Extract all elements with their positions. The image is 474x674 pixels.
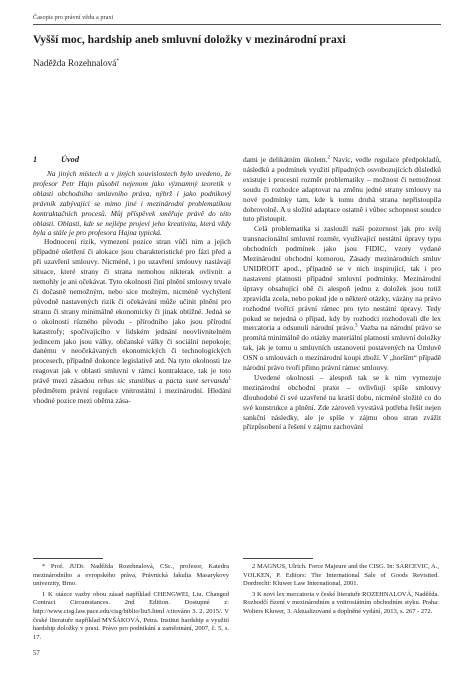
page-number: 57 xyxy=(33,650,40,657)
footnotes-left xyxy=(33,563,229,644)
body-paragraph xyxy=(243,155,441,224)
footnote: 2 MAGNUS, Ulrich. Force Majeure and the CISG. In: SARCEVIC, A., VOLKEN, P. Editors: The International Sale of Goods Revisited. Dordrecht: Kluwer Law International, 2001. xyxy=(243,563,439,588)
author-line xyxy=(33,58,119,69)
section-heading xyxy=(33,155,79,164)
author-footnote-mark: * xyxy=(116,58,120,64)
footnote-divider xyxy=(33,558,103,559)
paragraph-italic-text: rebus sic stantibus a pacta sunt servanda xyxy=(97,376,229,386)
left-column-body xyxy=(33,237,231,406)
footnote: 3 K novi lex mercatoria v české literatuře ROZEHNALOVÁ, Naděžda. Rozhodčí řízení v mezinárodním a vnitrostátním obchodním styku. Praha: Wolters Kluwer, 3. Aktualizované a doplněné vydání, 2013, s. 267 - 272. xyxy=(243,590,439,615)
section-title: Úvod xyxy=(61,155,79,164)
footnote-ref[interactable]: 3 xyxy=(355,323,358,329)
paragraph-text: dami je delikátním úkolem. xyxy=(243,155,328,164)
abstract xyxy=(33,169,231,238)
body-paragraph xyxy=(33,237,231,406)
footnotes-right xyxy=(243,563,439,619)
paragraph-text: Celá problematika si zaslouží naší pozornost jak pro svůj transnacionální smluvní rozměr, využívající nestátní úpravy typu obchodních podmínek jako jsou FIDIC, vzory vydané Mezinárodní obchodní komorou, Zásady mezinárodních smluv UNIDROIT apod., případně se v nich inspirující, tak i pro nastavení platnosti případné smluvní podmínky. Mezinárodní úpravy obsahující obě či alespoň jednu z doložek jsou totiž zpravidla zcela, nebo pokud jde o některé otázky, vázány na právo rozhodné tvořící právní rámec pro tyto nestátní úpravy. Tedy pokud se nejedná o případ, kdy by rozhodci rozhodovali dle lex mercatoria a odsunuli národní právo. xyxy=(243,224,441,333)
section-number: 1 xyxy=(33,155,38,164)
right-column-body xyxy=(243,155,441,432)
footnote-ref[interactable]: 2 xyxy=(327,155,330,161)
header-rule xyxy=(33,24,441,25)
abstract-text: Na jiných místech a v jiných souvislostech bylo uvedeno, že profesor Petr Hajn působil nejenom jako významný teoretik v oblasti obchodního smluvního práva, nýbrž i jako podnikový právník zabývající se mimo jiné i mezinárodní problematikou kontraktačních procesů. Můj příspěvek směřuje právě do této oblasti. Oblasti, kde se nejlépe projeví jeho kreativita, která vždy byla a stále je pro profesora Hajna typická. xyxy=(33,169,231,238)
paragraph-text: Hodnocení rizik, vymezení pozice stran vůči nim a jejich případné ošetření či alokace jsou charakteristické pro fázi před a při uzavření smlouvy. Nicméně, i po uzavření smlouvy nastávají situace, které strany či strana nemohou nikterak ovlivnit a nemohly je ani očekávat. Tyto okolnosti činí plnění smlouvy trvale či dočasně nemožným, nebo sice možným, nicméně vychýlení původně nastavených rizik či očekávání může učinit plnění pro stranu či strany minimálně ekonomicky či jinak obtížné. Jedná se o okolnosti různého původu - přírodního jako jsou přírodní katastrofy; spočívajícího v lidském jednání neovlivnitelném jedincem jako jsou války, občanské války či sociální nepokoje; danému v neočekávaných ekonomických či technologických procesech, případně dokonce legislativě atd. Na tyto okolnosti lze reagovat jak v oblasti smluvní v rámci kontraktace, tak je toto právě mezi zásadou xyxy=(33,237,231,386)
paragraph-text: předmětem právní regulace vnitrostátní i mezinárodní. Hledání vhodné pozice mezi oběma zása- xyxy=(33,386,231,406)
paragraph-text: Vazba na národní právo se promítá minimálně do otázky materiální platnosti smluvní doložky tak, jak je tomu u smluvních ustanovení postavených na Úmluvě OSN o smlouvách o mezinárodní koupi zboží. V „horším“ případě národní právo tvoří přímo právní rámec smlouvy. xyxy=(243,323,441,373)
body-paragraph xyxy=(243,224,441,373)
footnote-divider xyxy=(243,558,313,559)
running-head: Časopis pro právní vědu a praxi xyxy=(33,14,114,21)
article-title: Vyšší moc, hardship aneb smluvní doložky v mezinárodní praxi xyxy=(33,33,346,46)
author-name: Naděžda Rozehnalová xyxy=(33,59,117,70)
footnote: * Prof. JUDr. Naděžda Rozehnalová, CSc., profesor, Katedra mezinárodního a evropského práva, Právnická fakulta Masarykovy univerzity, Brno. xyxy=(33,563,229,588)
footnote-ref[interactable]: 1 xyxy=(228,376,232,382)
paragraph-text: Navíc, vedle regulace předpokladů, následků a podmínek využití případných osvobozujících důsledků existuje i procesní rozměr problematiky – možnost či nemožnost soudu či rozhodce adaptovat na změnu jedné strany smlouvy na nové podmínky tam, kde k tomu druhá strana nepřistoupila dobrovolně. A u složité adaptace ostatně i vůbec schopnost soudce tuto přistoupit. xyxy=(243,155,441,224)
footnote: 1 K otázce vazby obou zásad například CHENGWEI, Liu. Changed Contract Circumstances. 2nd Edition. Dostupné z: http://www.cisg.law.pace.edu/cisg/biblio/liu5.html /citováno 3. 2. 2015/. V české literatuře například MYŠÁKOVÁ, Petra. Institut hardship a využití hardship doložky v praxi. Právo pro podnikání a zaměstnání, 2007, č. 5, s. 17. xyxy=(33,590,229,641)
body-paragraph xyxy=(243,373,441,432)
paragraph-text: Uvedené okolnosti – alespoň tak se k nim vymezuje mezinárodní obchodní praxe – ovlivňují spíše smlouvy dlouhodobé či své uzavřené na kratší dobu, nicméně složité co do své konstrukce a plnění. Zde zároveň vyvstává potřeba řešit nejen sankční následky, ale je spíše v zájmu obou stran zvážit přizpůsobení a řešení v zájmu zachování xyxy=(243,372,441,432)
